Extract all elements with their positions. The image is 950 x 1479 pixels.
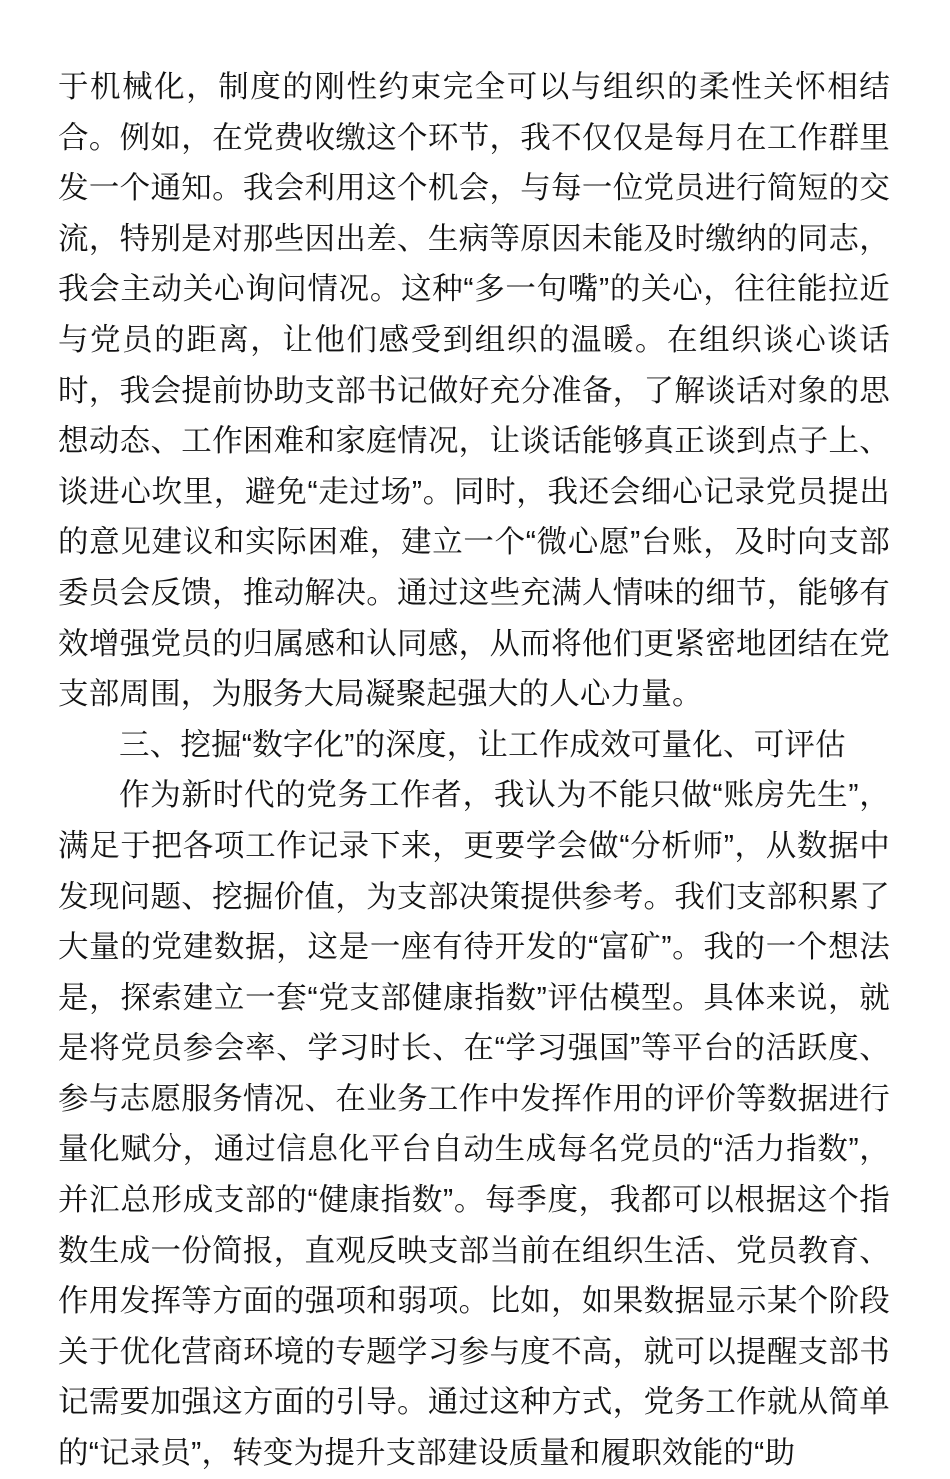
paragraph-section-three-body: 作为新时代的党务工作者，我认为不能只做“账房先生”，满足于把各项工作记录下来，更要学会做“分析师”，从数据中发现问题、挖掘价值，为支部决策提供参考。我们支部积累了大量的党建数据，这是一座有待开发的“富矿”。我的一个想法是，探索建立一套“党支部健康指数”评估模型。具体来说，就是将党员参会率、学习时长、在“学习强国”等平台的活跃度、参与志愿服务情况、在业务工作中发挥作用的评价等数据进行量化赋分，通过信息化平台自动生成每名党员的“活力指数”，并汇总形成支部的“健康指数”。每季度，我都可以根据这个指数生成一份简报，直观反映支部当前在组织生活、党员教育、作用发挥等方面的强项和弱项。比如，如果数据显示某个阶段关于优化营商环境的专题学习参与度不高，就可以提醒支部书记需要加强这方面的引导。通过这种方式，党务工作就从简单的“记录员”，转变为提升支部建设质量和履职效能的“助 (58, 778, 890, 1471)
document-body (58, 62, 890, 1479)
paragraph-continuation: 于机械化，制度的刚性约束完全可以与组织的柔性关怀相结合。例如，在党费收缴这个环节，我不仅仅是每月在工作群里发一个通知。我会利用这个机会，与每一位党员进行简短的交流，特别是对那些因出差、生病等原因未能及时缴纳的同志，我会主动关心询问情况。这种“多一句嘴”的关心，往往能拉近与党员的距离，让他们感受到组织的温暖。在组织谈心谈话时，我会提前协助支部书记做好充分准备，了解谈话对象的思想动态、工作困难和家庭情况，让谈话能够真正谈到点子上、谈进心坎里，避免“走过场”。同时，我还会细心记录党员提出的意见建议和实际困难，建立一个“微心愿”台账，及时向支部委员会反馈，推动解决。通过这些充满人情味的细节，能够有效增强党员的归属感和认同感，从而将他们更紧密地团结在党支部周围，为服务大局凝聚起强大的人心力量。 (58, 70, 890, 712)
section-heading-three: 三、挖掘“数字化”的深度，让工作成效可量化、可评估 (119, 727, 846, 762)
